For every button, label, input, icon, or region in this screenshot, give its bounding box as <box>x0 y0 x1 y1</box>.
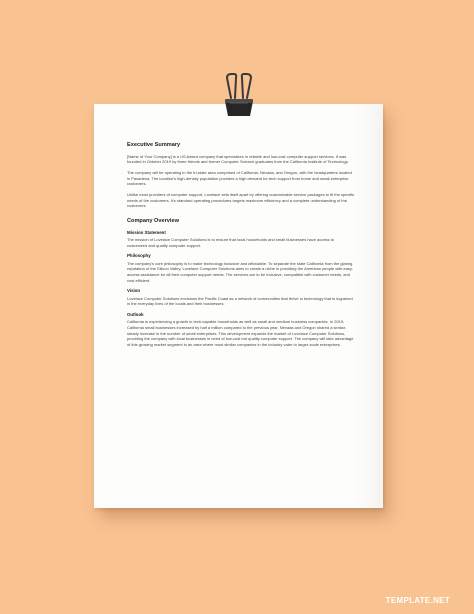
executive-summary-paragraph-1: [Name of Your Company] is a US-based company that specializes in reliable and low-cost computer support services. It was founded in October 2019 by three friends and former Computer Science graduates from the California Institute of Technology. <box>127 153 349 165</box>
executive-summary-paragraph-3: Unlike most providers of computer support, Lovelace sets itself apart by offering customizable service packages to fit the specific needs of the customers. It's standard operating procedures targets maximum efficiency and a complete understanding of the customers. <box>127 192 355 209</box>
philosophy-text: The company's core philosophy is to make technology inclusive and affordable. To separate the state California from the glaring reputation of the Silicon Valley, Lovelace Computer Solutions aims to create a niche in providing the American people with easy-access assistance for all their computer support needs. The services are to be inclusive, compatible with customer needs, and cost efficient. <box>127 260 354 283</box>
binder-clip-icon <box>222 72 256 118</box>
mission-statement-heading: Mission Statement <box>127 229 166 235</box>
philosophy-heading: Philosophy <box>127 253 151 259</box>
executive-summary-heading: Executive Summary <box>127 142 181 148</box>
outlook-text: California is experiencing a growth in tech-capable households as well as small and medium business companies. In 2019, California small businesses increased by half a million compared to the previous year. Nevada and Oregon shared a similar, steady increase in the number of small enterprises. This development expands the market of Lovelace Computer Solutions, providing the company with local businesses in need of low-cost but quality computer support. The company will take advantage of this growing market segment in an area where most similar companies in the industry cater to larger-scale enterprises. <box>127 319 354 347</box>
executive-summary-paragraph-2: The company will be operating in the tri-state area comprised of California, Nevada, and Oregon, with the headquarters located in Pasadena. The location's high-density population provides a high demand for tech support from home and small-enterprise customers. <box>127 170 352 187</box>
company-overview-heading: Company Overview <box>127 218 179 225</box>
document-page <box>94 104 383 508</box>
vision-heading: Vision <box>127 288 141 294</box>
vision-text: Lovelace Computer Solutions envisions the Pacific Coast as a network of communities that thrive in technology that is ingrained in the everyday lives of the locals and their businesses. <box>127 295 353 307</box>
watermark-logo: TEMPLATE.NET <box>385 596 450 605</box>
outlook-heading: Outlook <box>127 312 144 317</box>
document-content <box>127 142 355 353</box>
mission-statement-text: The mission of Lovelace Computer Solutions is to ensure that local households and small businesses have access to customized and quality computer support. <box>127 237 335 248</box>
